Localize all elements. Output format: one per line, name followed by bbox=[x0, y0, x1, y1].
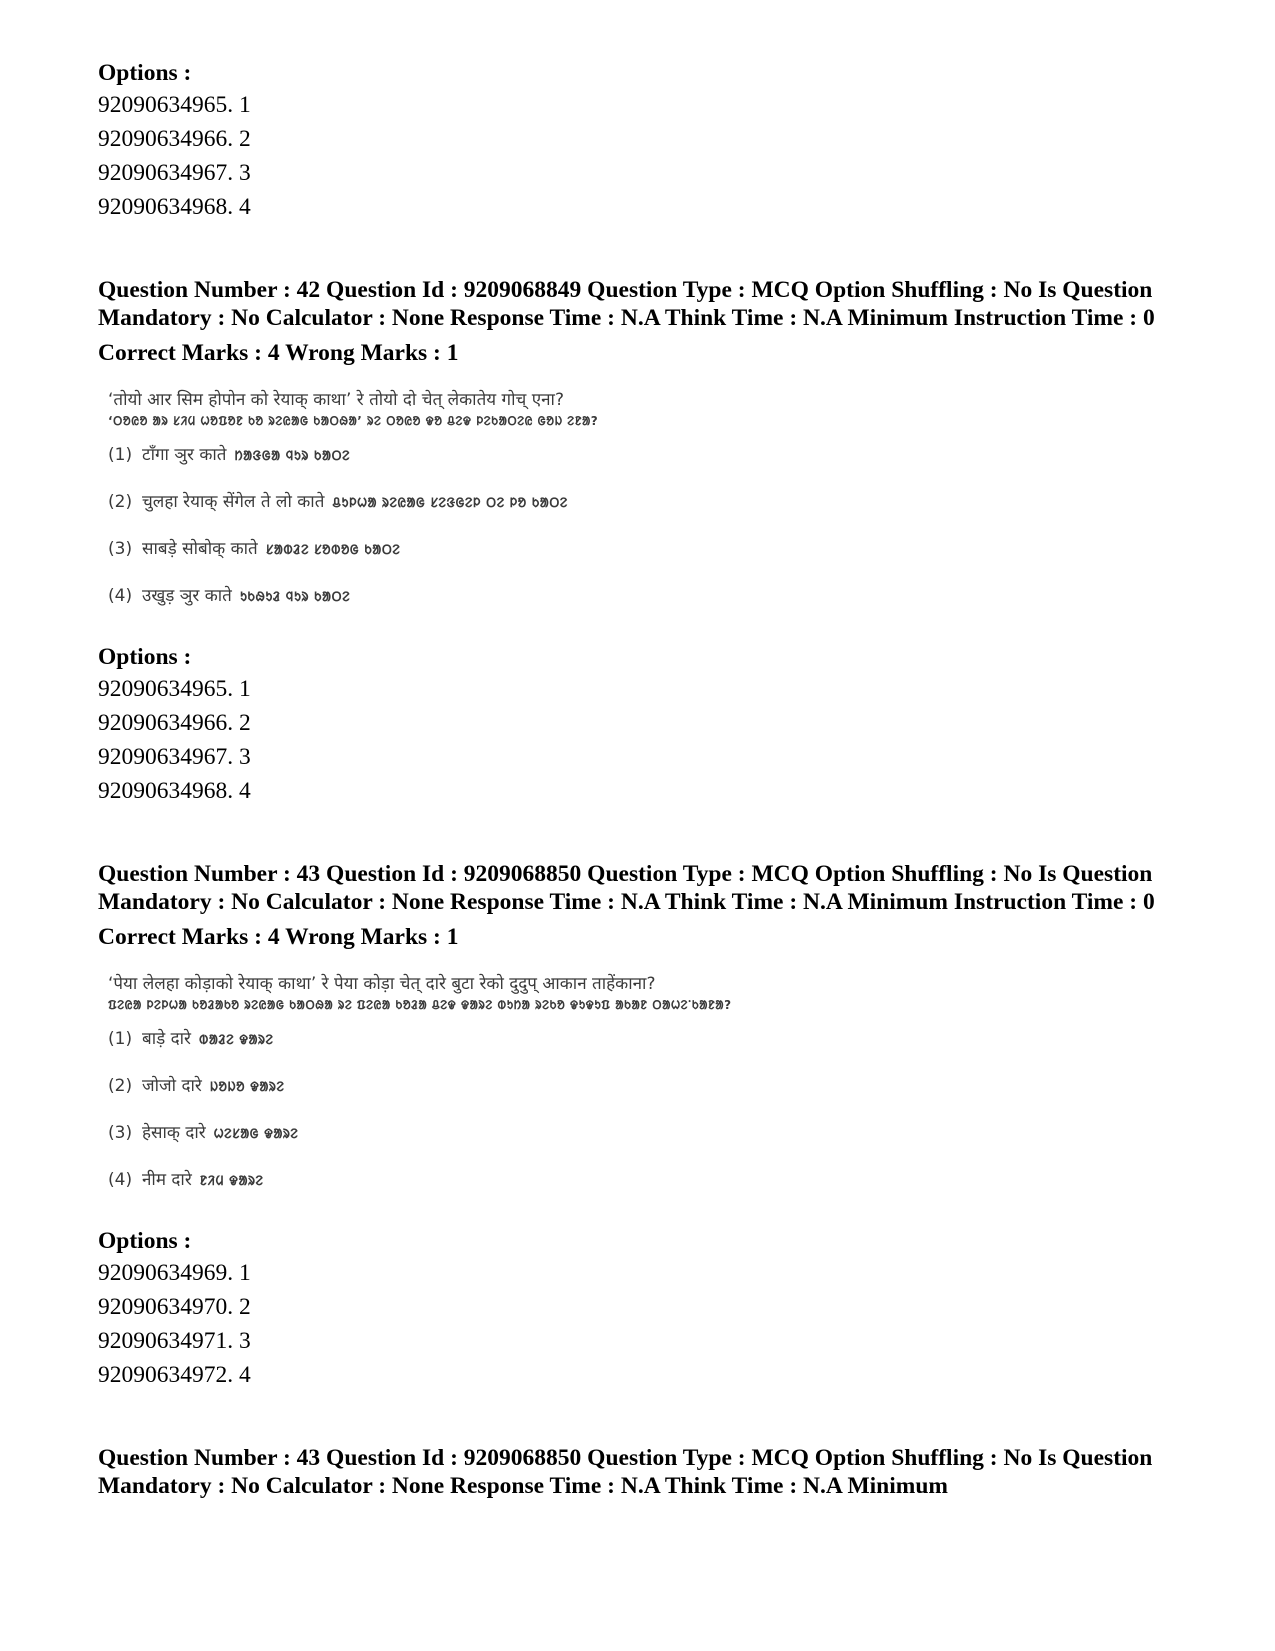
choice-number: (3) bbox=[108, 539, 133, 559]
choice-text-hindi: टाँगा ञुर काते bbox=[142, 445, 227, 465]
option-item: 92090634965. 1 bbox=[98, 676, 251, 702]
answer-choice bbox=[108, 1122, 708, 1169]
choice-text-olchiki: ᱦᱮᱥᱟᱜ ᱫᱟᱨᱮ bbox=[213, 1127, 299, 1142]
answer-choice bbox=[108, 1169, 708, 1216]
option-item: 92090634966. 2 bbox=[98, 710, 251, 736]
document-page bbox=[98, 58, 1198, 1500]
option-item: 92090634968. 4 bbox=[98, 194, 251, 220]
option-item: 92090634968. 4 bbox=[98, 778, 251, 804]
choice-text-olchiki: ᱥᱟᱵᱲᱮ ᱥᱚᱵᱚᱜ ᱠᱟᱛᱮ bbox=[265, 543, 401, 558]
question-text-olchiki: ᱯᱮᱭᱟ ᱞᱮᱞᱦᱟ ᱠᱚᱲᱟᱠᱚ ᱨᱮᱭᱟᱜ ᱠᱟᱛᱷᱟ ᱨᱮ ᱯᱮᱭᱟ ᱠᱚᱲᱟ ᱪᱮᱫ ᱫᱟᱨᱮ ᱵᱩᱴᱟ ᱨᱮᱠᱚ ᱫᱩᱫᱩᱯ ᱟᱠᱟᱱ ᱛᱟᱦᱮᱸᱠᱟᱱᱟ? bbox=[108, 998, 732, 1012]
question-header: Question Number : 42 Question Id : 9209068849 Question Type : MCQ Option Shuffling : No Is Question Mandatory : No Calculator : None Response Time : N.A Think Time : N.A Minimum Instruction Time : 0 bbox=[98, 277, 1155, 331]
option-item: 92090634972. 4 bbox=[98, 1362, 251, 1388]
choice-number: (4) bbox=[108, 1170, 133, 1190]
answer-choice bbox=[108, 1028, 708, 1075]
question-header: Question Number : 43 Question Id : 9209068850 Question Type : MCQ Option Shuffling : No Is Question Mandatory : No Calculator : None Response Time : N.A Think Time : N.A Minimum Instruction Time : 0 bbox=[98, 861, 1155, 915]
choice-text-hindi: बाड़े दारे bbox=[142, 1029, 191, 1049]
choice-text-hindi: उखुड़ ञुर काते bbox=[142, 586, 232, 606]
option-item: 92090634970. 2 bbox=[98, 1294, 251, 1320]
choice-text-olchiki: ᱱᱤᱢ ᱫᱟᱨᱮ bbox=[199, 1174, 264, 1189]
choice-text-olchiki: ᱩᱠᱷᱩᱲ ᱧᱩᱨ ᱠᱟᱛᱮ bbox=[239, 590, 351, 605]
answer-choice bbox=[108, 1075, 708, 1122]
options-label: Options : bbox=[98, 1228, 192, 1254]
option-item: 92090634971. 3 bbox=[98, 1328, 251, 1354]
choice-number: (2) bbox=[108, 492, 133, 512]
choice-number: (4) bbox=[108, 586, 133, 606]
question-header-next: Question Number : 43 Question Id : 9209068850 Question Type : MCQ Option Shuffling : No Is Question Mandatory : No Calculator : None Response Time : N.A Think Time : N.A Minimum bbox=[98, 1445, 1153, 1499]
choice-text-hindi: जोजो दारे bbox=[142, 1076, 202, 1096]
choice-text-olchiki: ᱴᱟᱝᱜᱟ ᱧᱩᱨ ᱠᱟᱛᱮ bbox=[234, 449, 351, 464]
answer-choice bbox=[108, 491, 708, 538]
marks-line: Correct Marks : 4 Wrong Marks : 1 bbox=[98, 340, 459, 366]
choice-number: (3) bbox=[108, 1123, 133, 1143]
question-image bbox=[108, 972, 732, 1216]
question-block-43 bbox=[98, 860, 1198, 1392]
options-block bbox=[98, 1226, 1198, 1392]
choice-text-hindi: नीम दारे bbox=[142, 1170, 192, 1190]
choice-text-hindi: साबड़े सोबोक् काते bbox=[142, 539, 258, 559]
option-item: 92090634969. 1 bbox=[98, 1260, 251, 1286]
choice-text-olchiki: ᱪᱩᱞᱦᱟ ᱨᱮᱭᱟᱜ ᱥᱮᱝᱜᱮᱞ ᱛᱮ ᱞᱚ ᱠᱟᱛᱮ bbox=[332, 496, 568, 511]
choice-text-olchiki: ᱵᱟᱲᱮ ᱫᱟᱨᱮ bbox=[199, 1033, 274, 1048]
answer-choice bbox=[108, 444, 708, 491]
choice-number: (1) bbox=[108, 1029, 133, 1049]
choice-text-olchiki: ᱡᱚᱡᱚ ᱫᱟᱨᱮ bbox=[209, 1080, 285, 1095]
question-text-hindi: ‘पेया लेलहा कोड़ाको रेयाक् काथा’ रे पेया कोड़ा चेत् दारे बुटा रेको दुदुप् आकान ताहेंकाना? bbox=[108, 974, 656, 994]
options-block-prev bbox=[98, 58, 1198, 224]
question-image bbox=[108, 388, 708, 632]
answer-choice bbox=[108, 585, 708, 632]
choice-text-hindi: हेसाक् दारे bbox=[142, 1123, 206, 1143]
choice-number: (1) bbox=[108, 445, 133, 465]
question-block-42 bbox=[98, 276, 1198, 808]
choice-text-hindi: चुलहा रेयाक् सेंगेल ते लो काते bbox=[142, 492, 325, 512]
option-item: 92090634966. 2 bbox=[98, 126, 251, 152]
options-label: Options : bbox=[98, 644, 192, 670]
answer-choice bbox=[108, 538, 708, 585]
marks-line: Correct Marks : 4 Wrong Marks : 1 bbox=[98, 924, 459, 950]
question-text-hindi: ‘तोयो आर सिम होपोन को रेयाक् काथा’ रे तोयो दो चेत् लेकातेय गोच् एना? bbox=[108, 390, 564, 410]
option-item: 92090634967. 3 bbox=[98, 160, 251, 186]
option-item: 92090634965. 1 bbox=[98, 92, 251, 118]
options-label: Options : bbox=[98, 60, 192, 86]
question-text-olchiki: ‘ᱛᱚᱭᱚ ᱟᱨ ᱥᱤᱢ ᱦᱚᱯᱚᱱ ᱠᱚ ᱨᱮᱭᱟᱜ ᱠᱟᱛᱷᱟ’ ᱨᱮ ᱛᱚᱭᱚ ᱫᱚ ᱪᱮᱫ ᱞᱮᱠᱟᱛᱮᱭ ᱜᱚᱡ ᱮᱱᱟ? bbox=[108, 414, 599, 428]
option-item: 92090634967. 3 bbox=[98, 744, 251, 770]
choice-number: (2) bbox=[108, 1076, 133, 1096]
options-block bbox=[98, 642, 1198, 808]
